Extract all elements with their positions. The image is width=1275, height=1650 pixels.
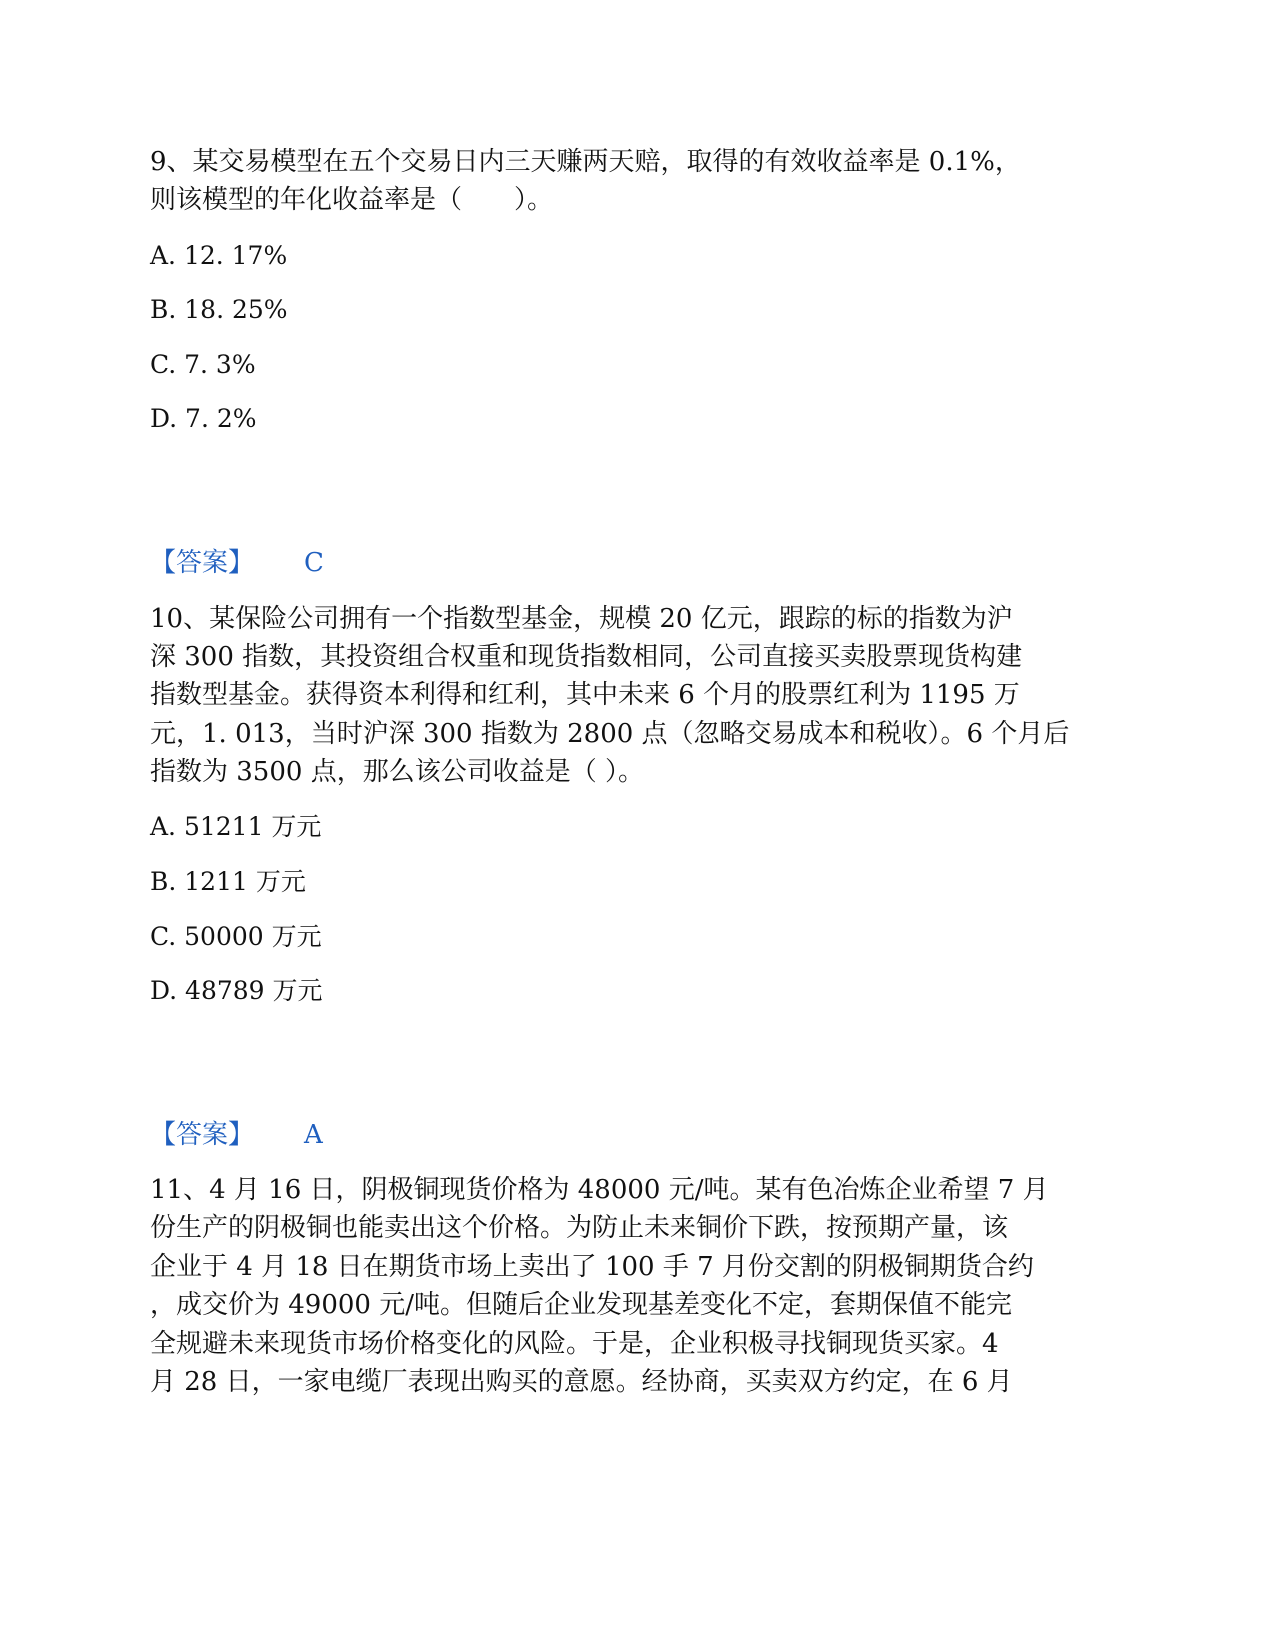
q11-stem-line-1: 11、4 月 16 日，阴极铜现货价格为 48000 元/吨。某有色冶炼企业希望 7 月 [150, 1175, 1049, 1205]
q11-stem-line-6: 月 28 日，一家电缆厂表现出购买的意愿。经协商，买卖双方约定，在 6 月 [150, 1367, 1013, 1397]
q10-answer-value: A [304, 1120, 323, 1150]
q9-option-d: D. 7. 2% [150, 404, 257, 433]
q9-stem-line-1: 9、某交易模型在五个交易日内三天赚两天赔，取得的有效收益率是 0.1%， [150, 147, 1021, 177]
q10-option-c: C. 50000 万元 [150, 922, 322, 951]
q10-stem-line-1: 10、某保险公司拥有一个指数型基金，规模 20 亿元，跟踪的标的指数为沪 [150, 604, 1013, 634]
q10-stem-line-4: 元，1. 013，当时沪深 300 指数为 2800 点（忽略交易成本和税收）。6 个月后 [150, 719, 1070, 749]
q11-stem-line-4: ，成交价为 49000 元/吨。但随后企业发现基差变化不定，套期保值不能完 [150, 1290, 1012, 1320]
q9-answer-value: C [304, 548, 324, 578]
q9-option-c: C. 7. 3% [150, 350, 256, 379]
q9-option-a: A. 12. 17% [150, 241, 288, 270]
q11-stem-line-2: 份生产的阴极铜也能卖出这个价格。为防止未来铜价下跌，按预期产量，该 [150, 1213, 1009, 1243]
q9-option-b: B. 18. 25% [150, 295, 288, 324]
q10-option-d: D. 48789 万元 [150, 976, 323, 1005]
q10-option-a: A. 51211 万元 [150, 812, 322, 841]
q9-answer [150, 543, 324, 583]
q10-option-b: B. 1211 万元 [150, 867, 306, 896]
q10-stem-line-5: 指数为 3500 点，那么该公司收益是（ ）。 [150, 757, 644, 787]
q10-stem-line-3: 指数型基金。获得资本利得和红利，其中未来 6 个月的股票红利为 1195 万 [150, 680, 1020, 710]
q11-stem-line-5: 全规避未来现货市场价格变化的风险。于是，企业积极寻找铜现货买家。4 [150, 1329, 999, 1359]
q10-answer-label: 【答案】 [150, 1120, 255, 1150]
q9-stem-line-2: 则该模型的年化收益率是（ ）。 [150, 185, 554, 215]
q11-stem-line-3: 企业于 4 月 18 日在期货市场上卖出了 100 手 7 月份交割的阴极铜期货合约 [150, 1252, 1034, 1282]
q9-answer-label: 【答案】 [150, 548, 255, 578]
q10-answer [150, 1115, 323, 1155]
q10-stem-line-2: 深 300 指数，其投资组合权重和现货指数相同，公司直接买卖股票现货构建 [150, 642, 1023, 672]
